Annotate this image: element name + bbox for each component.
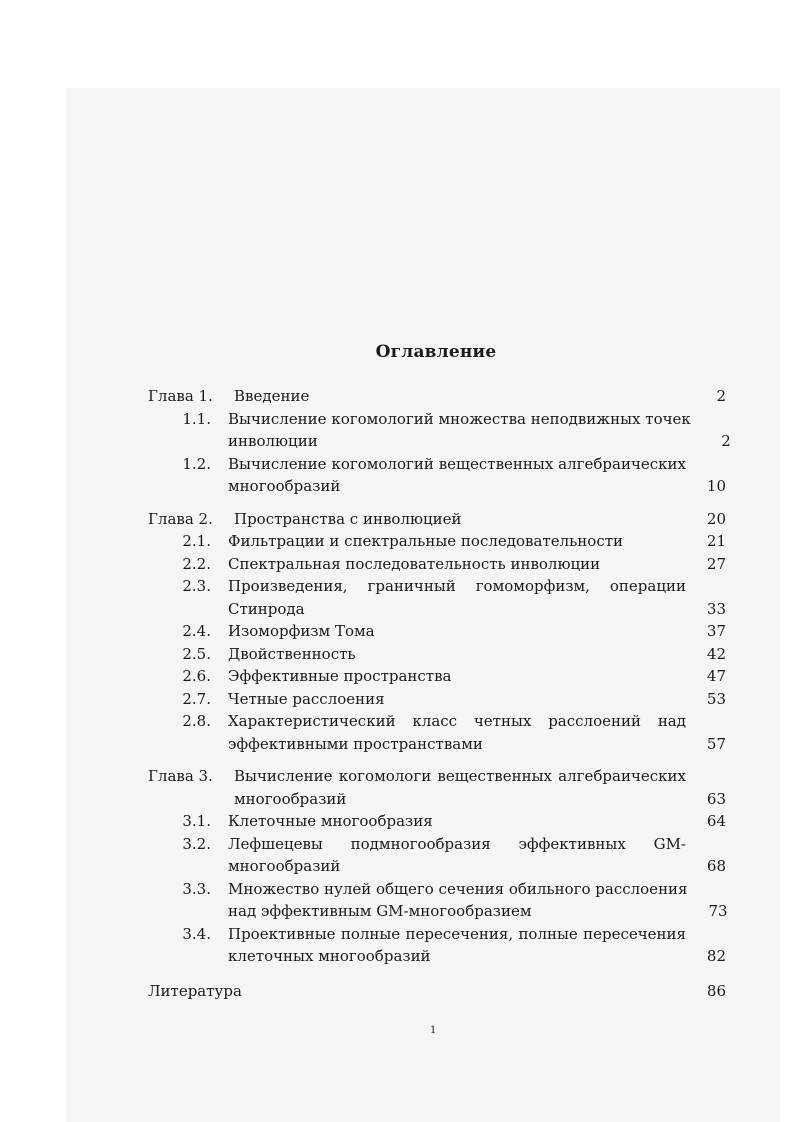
section-title-line: Множество нулей общего сечения обильного расслоения xyxy=(228,879,688,898)
toc-section-2-6[interactable] xyxy=(148,665,726,688)
section-number: 3.3. xyxy=(182,879,211,898)
section-number: 3.1. xyxy=(182,812,211,830)
toc-section-2-8[interactable] xyxy=(148,710,726,755)
section-title-line: Клеточные многообразия xyxy=(228,812,433,830)
page-ref: 68 xyxy=(706,857,726,875)
section-number: 2.5. xyxy=(182,644,211,663)
toc-chapter-1[interactable] xyxy=(148,385,726,408)
toc-section-2-2[interactable] xyxy=(148,553,726,576)
section-title-line: эффективными пространствами xyxy=(228,734,483,753)
toc-section-2-5[interactable] xyxy=(148,643,726,666)
section-number: 2.2. xyxy=(182,554,211,573)
chapter-title: Введение xyxy=(234,387,310,405)
section-title-line: Двойственность xyxy=(228,644,356,663)
page-number: 1 xyxy=(430,1025,437,1036)
page-ref: 47 xyxy=(706,667,726,685)
section-title-line: Вычисление когомологий вещественных алгебраических xyxy=(228,454,686,473)
toc-section-2-4[interactable] xyxy=(148,620,726,643)
toc-section-2-3[interactable] xyxy=(148,575,726,620)
page-ref: 21 xyxy=(706,532,726,550)
toc-section-1-2[interactable] xyxy=(148,453,726,498)
page-ref: 10 xyxy=(706,477,726,495)
section-title-line: Лефшецевы подмногообразия эффективных GM- xyxy=(228,834,686,853)
toc-section-3-1[interactable] xyxy=(148,810,726,833)
toc-section-2-7[interactable] xyxy=(148,688,726,711)
page-ref: 37 xyxy=(706,622,726,640)
section-title-line: Проективные полные пересечения, полные пересечения xyxy=(228,924,686,943)
page-ref: 53 xyxy=(706,689,726,708)
section-number: 3.4. xyxy=(182,924,211,943)
section-title-line: Произведения, граничный гомоморфизм, операции xyxy=(228,577,686,595)
page-ref: 42 xyxy=(706,644,726,663)
section-title-line: многообразий xyxy=(228,477,341,495)
page-title: Оглавление xyxy=(375,342,497,362)
section-number: 2.6. xyxy=(182,667,211,685)
chapter-label: Глава 2. xyxy=(148,509,213,528)
chapter-label: Глава 1. xyxy=(148,387,213,405)
section-number: 3.2. xyxy=(182,834,211,853)
section-title-line: Характеристический класс четных расслоений над xyxy=(228,712,686,730)
section-title-line: Четные расслоения xyxy=(228,689,385,708)
table-of-contents xyxy=(148,385,731,1002)
chapter-title-line: многообразий xyxy=(234,789,347,808)
toc-section-2-1[interactable] xyxy=(148,530,726,553)
section-number: 2.3. xyxy=(182,577,211,595)
page-ref: 33 xyxy=(706,599,726,618)
section-number: 2.7. xyxy=(182,689,211,708)
section-title-line: инволюции xyxy=(228,432,318,450)
toc-chapter-3[interactable] xyxy=(148,765,726,810)
page-ref: 2 xyxy=(721,432,731,450)
chapter-title: Вычисление когомологи вещественных алгебраических xyxy=(234,767,686,785)
section-title-line: многообразий xyxy=(228,857,341,875)
section-title-line: Изоморфизм Тома xyxy=(228,622,375,640)
page-ref: 82 xyxy=(706,947,726,965)
section-number: 1.1. xyxy=(182,409,211,428)
page-ref: 27 xyxy=(706,554,726,573)
section-title-line: Стинрода xyxy=(228,599,305,618)
section-number: 1.2. xyxy=(182,454,211,473)
section-number: 2.8. xyxy=(182,712,211,730)
toc-section-1-1[interactable] xyxy=(148,408,731,453)
section-title-line: Вычисление когомологий множества неподвижных точек xyxy=(228,409,691,428)
page-ref: 57 xyxy=(706,734,726,753)
toc-section-3-4[interactable] xyxy=(148,923,726,968)
section-title-line: Эффективные пространства xyxy=(228,667,452,685)
chapter-title: Пространства с инволюцией xyxy=(234,509,462,528)
toc-literature[interactable] xyxy=(148,980,726,1003)
page-ref: 86 xyxy=(706,981,726,1000)
toc-chapter-2[interactable] xyxy=(148,508,726,531)
section-title-line: Спектральная последовательность инволюции xyxy=(228,554,601,573)
page-ref: 64 xyxy=(706,812,726,830)
toc-section-3-3[interactable] xyxy=(148,878,726,923)
section-title-line: клеточных многообразий xyxy=(228,947,431,965)
page-ref: 20 xyxy=(706,509,726,528)
page-ref: 2 xyxy=(716,387,726,405)
section-number: 2.4. xyxy=(182,622,211,640)
page-ref: 73 xyxy=(708,902,728,920)
section-number: 2.1. xyxy=(182,532,211,550)
section-title-line: Фильтрации и спектральные последовательности xyxy=(228,532,624,550)
page-ref: 63 xyxy=(706,789,726,808)
literature-title: Литература xyxy=(148,981,242,1000)
chapter-label: Глава 3. xyxy=(148,767,213,785)
section-title-line: над эффективным GM-многообразием xyxy=(228,902,532,920)
toc-section-3-2[interactable] xyxy=(148,833,726,878)
